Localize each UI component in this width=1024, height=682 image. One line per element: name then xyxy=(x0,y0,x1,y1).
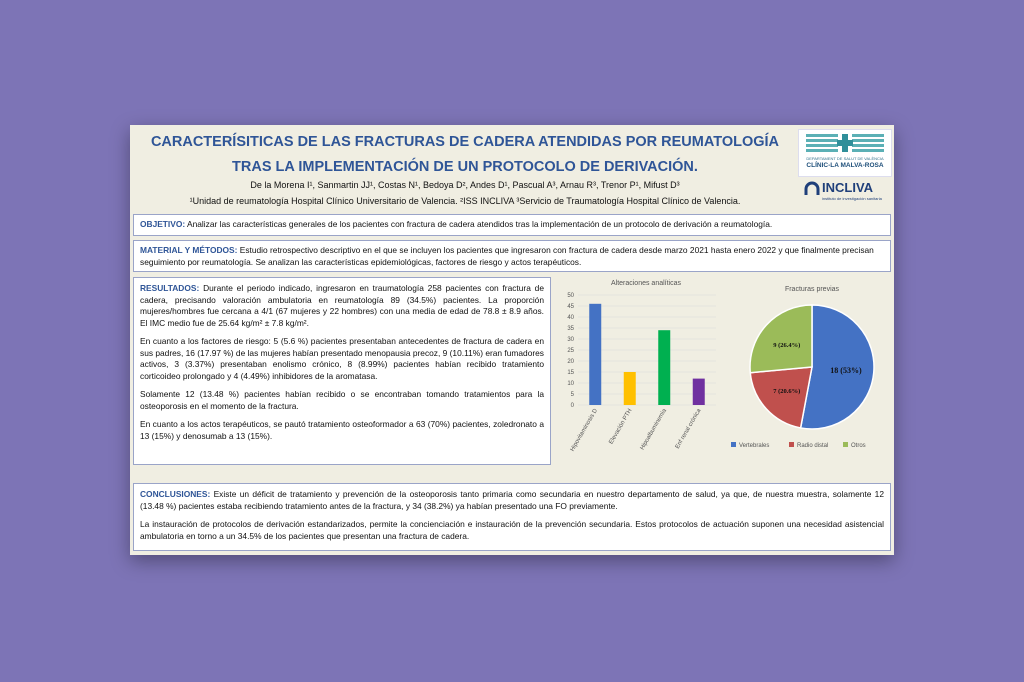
pie-slice-3 xyxy=(750,305,812,373)
title-line-1: CARACTERÍSITICAS DE LAS FRACTURAS DE CADERA ATENDIDAS POR REUMATOLOGÍA xyxy=(150,134,780,150)
pie-slice-2 xyxy=(750,367,812,428)
affiliations: ¹Unidad de reumatología Hospital Clínico Universitario de Valencia. ²ISS INCLIVA ³Servicio de Traumatología Hospital Clínico de Valencia. xyxy=(189,196,741,206)
bar-category-label: Hipoalbuminemia xyxy=(639,408,668,452)
bar-ytick-label: 5 xyxy=(570,392,574,398)
pie-legend-swatch xyxy=(731,442,736,447)
conclusiones-label: CONCLUSIONES: xyxy=(140,489,211,499)
incliva-icon xyxy=(804,181,820,197)
bar-category-label: Elevación PTH xyxy=(608,408,634,446)
pie-legend-swatch xyxy=(789,442,794,447)
bar-ytick-label: 50 xyxy=(567,293,574,299)
hospital-logo xyxy=(798,129,892,177)
authors: De la Morena I¹, Sanmartin JJ¹, Costas N¹, Bedoya D², Andes D¹, Pascual A³, Arnau R³, Trenor P¹, Mifust D³ xyxy=(250,180,680,190)
bar-ytick-label: 40 xyxy=(567,315,574,321)
conclusiones-text-1: Existe un déficit de tratamiento y prevención de la osteoporosis tanto primaria como secundaria en nuestro departamento de salud, ya que, de nuestra muestra, solamente 12 (13.48 %) pacientes estaba recibiendo tratamiento antes de la fractura, y 34 (38.2%) ya habían presentado una FO previamente. xyxy=(140,489,884,511)
pie-data-label: 7 (20.6%) xyxy=(773,387,801,395)
metodos-label: MATERIAL Y MÉTODOS: xyxy=(140,245,238,255)
objetivo-label: OBJETIVO: xyxy=(140,219,186,229)
bar-2 xyxy=(624,372,636,405)
pie-legend-label: Radio distal xyxy=(797,443,829,449)
resultados-p1 xyxy=(140,283,544,329)
bar-3 xyxy=(658,330,670,405)
bar-1 xyxy=(589,304,601,405)
poster-header xyxy=(130,125,894,211)
metodos-text: Estudio retrospectivo descriptivo en el que se incluyen los pacientes que ingresaron con fractura de cadera desde marzo 2021 hasta enero 2022 y que finalmente precisan seguimiento por reumatología. Se analizan las características epidemiológicas, factores de riesgo y actos terapéuticos. xyxy=(140,245,874,267)
incliva-text: INCLIVA xyxy=(822,180,874,195)
resultados-text-1: Durante el periodo indicado, ingresaron en traumatología 258 pacientes con fractura de cadera, precisando valoración ambulatoria en reumatología 89 (34.5%) pacientes. La proporción mujeres/hombres fue cercana a 4/1 (67 mujeres y 22 hombres) con una media de edad de 78.8 ± 8.9 años. El IMC medio fue de 25.64 kg/m² ± 7.8 kg/m². xyxy=(140,283,544,328)
incliva-subtext: instituto de investigación sanitaria xyxy=(822,196,882,201)
pie-chart-title: Fracturas previas xyxy=(784,286,840,293)
hospital-building-icon xyxy=(800,132,890,154)
bar-ytick-label: 35 xyxy=(567,326,574,332)
incliva-logo xyxy=(804,179,884,205)
bar-ytick-label: 15 xyxy=(567,370,574,376)
objetivo-text: Analizar las características generales de los pacientes con fractura de cadera atendidos tras la implementación de un protocolo de derivación a reumatología. xyxy=(185,219,773,229)
logos xyxy=(798,129,890,207)
resultados-section xyxy=(133,277,551,465)
title-line-2: TRAS LA IMPLEMENTACIÓN DE UN PROTOCOLO DE DERIVACIÓN. xyxy=(232,159,698,175)
pie-legend-swatch xyxy=(843,442,848,447)
pie-data-label: 9 (26.4%) xyxy=(773,342,801,350)
resultados-p2: En cuanto a los factores de riesgo: 5 (5.6 %) pacientes presentaban antecedentes de fractura de cadera en sus padres, 16 (17.97 %) de las mujeres habían presentado menopausia precoz, 9 (10.11%) eran fumadores activos, 3 (3.37%) presentaban enolismo crónico, 8 (8.99%) pacientes habían recibido tratamiento corticoideo prolongado y 4 (4.49%) inhibidores de la aromatasa. xyxy=(140,336,544,381)
bar-chart xyxy=(556,275,721,465)
objetivo-section xyxy=(133,214,891,236)
pie-legend-label: Vertebrales xyxy=(739,443,770,449)
pie-legend-label: Otros xyxy=(851,443,866,449)
metodos-section xyxy=(133,240,891,272)
bar-ytick-label: 0 xyxy=(570,403,574,409)
bar-ytick-label: 30 xyxy=(567,337,574,343)
hospital-dept-text: DEPARTAMENT DE SALUT DE VALÈNCIA xyxy=(806,156,884,161)
pie-chart xyxy=(727,275,892,465)
bar-ytick-label: 10 xyxy=(567,381,574,387)
resultados-p3: Solamente 12 (13.48 %) pacientes habían recibido o se encontraban tomando tratamientos para la osteoporosis en el momento de la fractura. xyxy=(140,389,544,411)
bar-category-label: Hipovitaminosis D xyxy=(569,408,599,453)
bar-ytick-label: 25 xyxy=(567,348,574,354)
bar-ytick-label: 45 xyxy=(567,304,574,310)
bar-chart-title: Alteraciones analíticas xyxy=(610,280,682,287)
poster xyxy=(130,125,894,555)
hospital-name-text: CLÍNIC-LA MALVA-ROSA xyxy=(806,162,884,169)
conclusiones-section xyxy=(133,483,891,551)
resultados-label: RESULTADOS: xyxy=(140,283,200,293)
pie-data-label: 18 (53%) xyxy=(830,366,862,376)
bar-category-label: Enf renal crónica xyxy=(674,408,703,450)
conclusiones-p1 xyxy=(140,489,884,512)
resultados-p4: En cuanto a los actos terapéuticos, se pautó tratamiento osteoformador a 63 (70%) pacientes, zoledronato a 13 (15%) y denosumab a 13 (15%). xyxy=(140,419,544,441)
bar-ytick-label: 20 xyxy=(567,359,574,365)
bar-4 xyxy=(693,379,705,405)
conclusiones-p2: La instauración de protocolos de derivación estandarizados, permite la concienciación e instauración de la prevención secundaria. Estos protocolos de actuación suponen una necesidad asistencial ambulatoria en torno a un 34.5% de los pacientes que presentan una fractura de cadera. xyxy=(140,519,884,541)
